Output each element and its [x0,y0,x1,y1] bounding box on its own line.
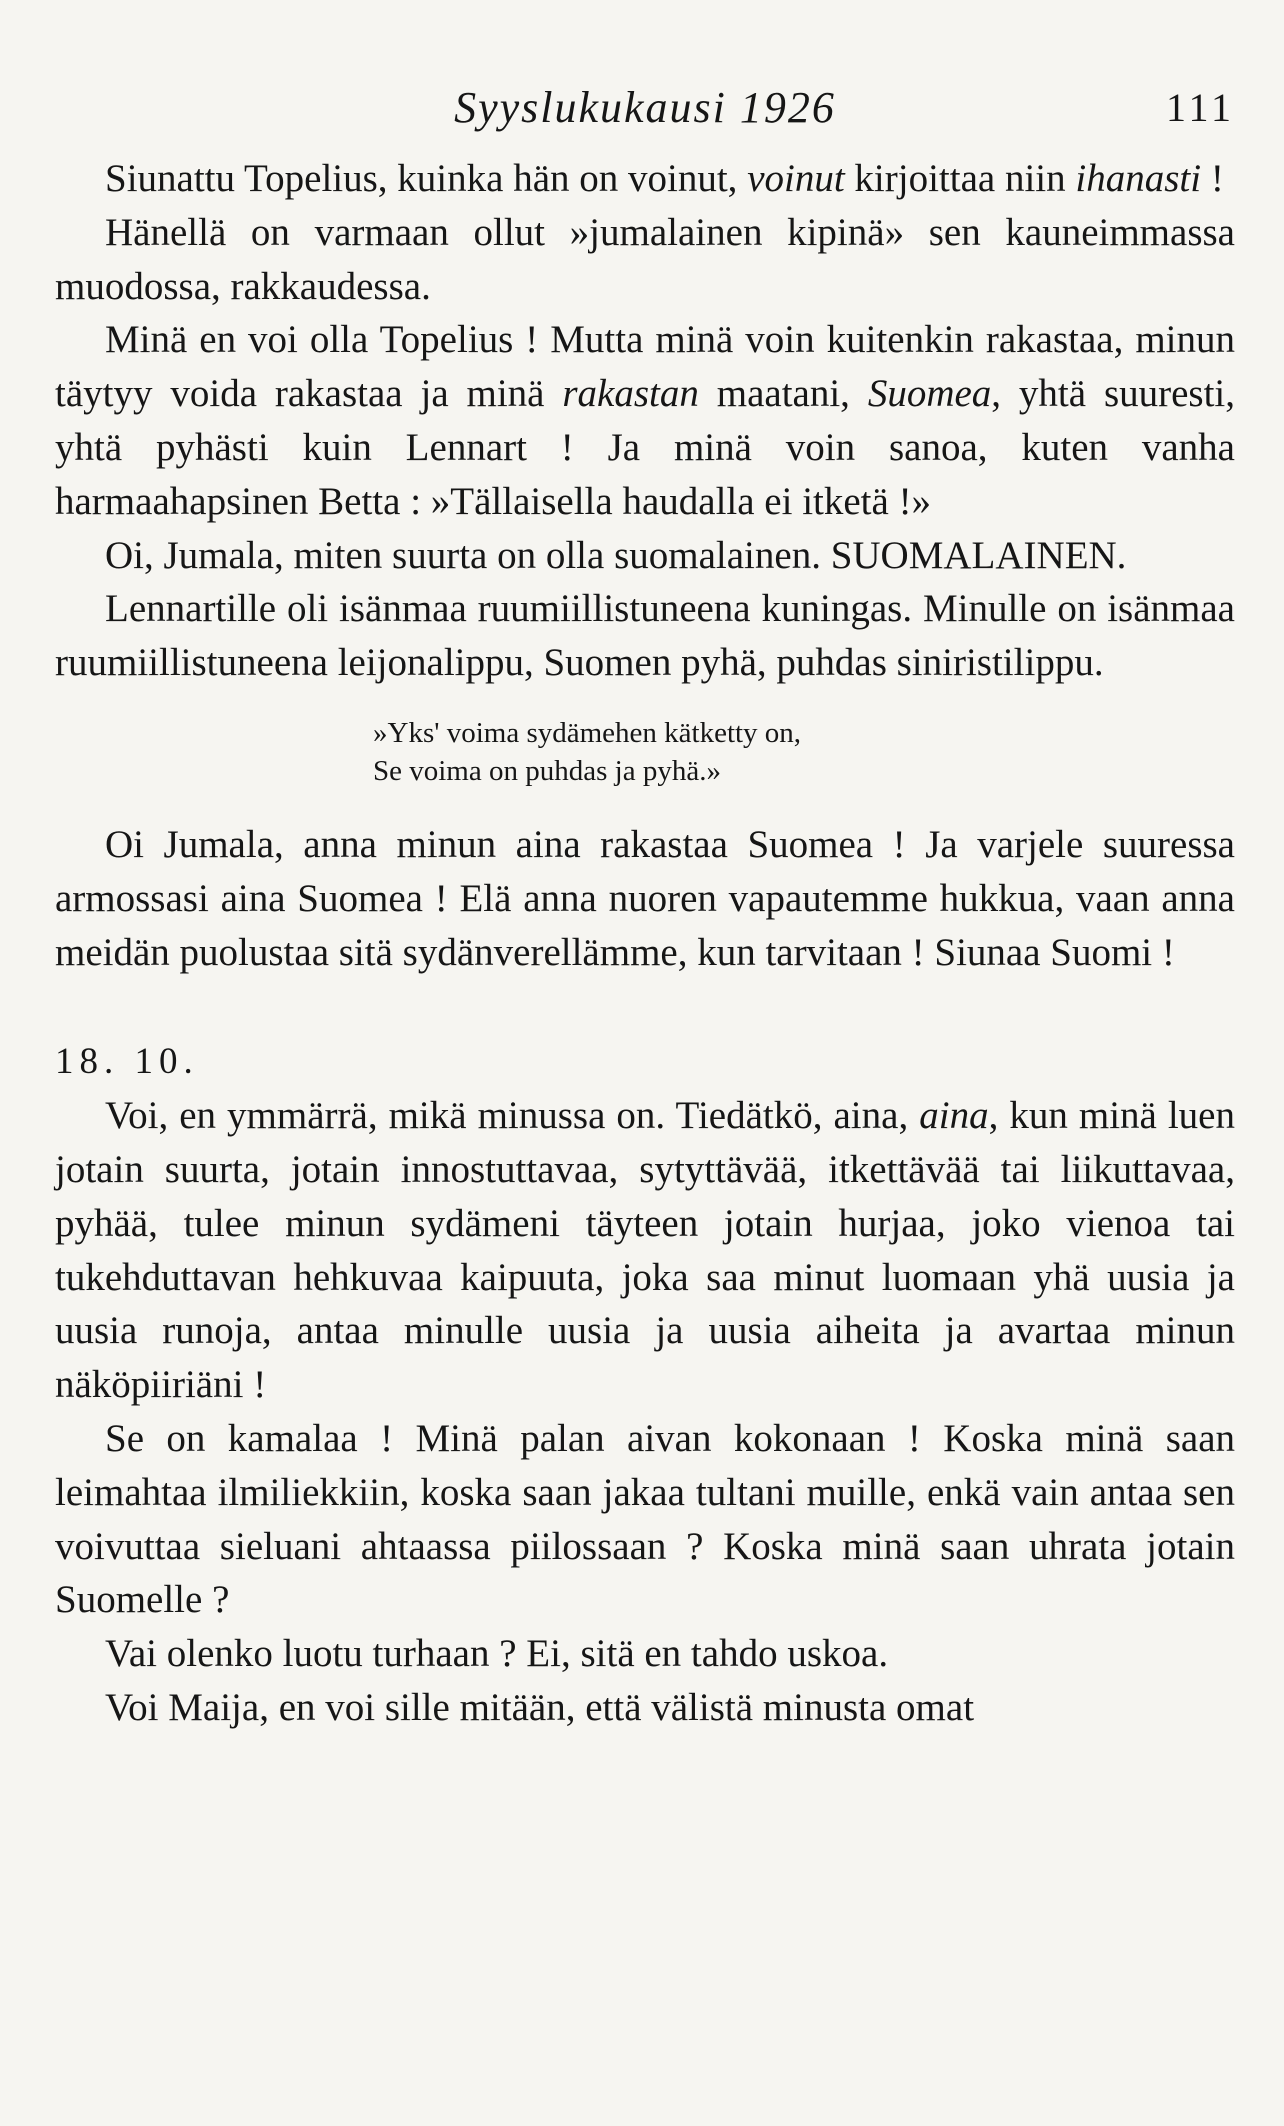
paragraph [55,152,1235,206]
paragraph-group-middle [55,818,1235,979]
paragraph [55,206,1235,314]
paragraph-text: Se on kamalaa ! Minä palan aivan kokonaan ! Koska minä saan leimahtaa ilmiliekkiin, koska saan jakaa tultani muille, enkä vain antaa sen voivuttaa sieluani ahtaassa piilossaan ? Koska minä saan uhrata jotain Suomelle ? [55,1416,1235,1622]
paragraph-text: kirjoittaa niin [844,157,1076,200]
running-title: Syyslukukausi 1926 [454,83,836,132]
paragraph-text: Minä en voi olla Topelius ! Mutta minä voin kuitenkin rakastaa, minun täytyy voida rakastaa ja minä [55,318,1235,416]
paragraph-text: ! [1201,157,1224,200]
paragraph-text: Oi Jumala, anna minun aina rakastaa Suomea ! Ja varjele suuressa armossasi aina Suomea ! Elä anna nuoren vapautemme hukkua, vaan anna meidän puolustaa sitä sydänverellämme, kun tarvitaan ! Siunaa Suomi ! [55,822,1235,974]
paragraph-text: maatani, [698,372,868,416]
paragraph [55,818,1235,979]
paragraph-text: , yhtä suuresti, yhtä pyhästi kuin Lennart ! Ja minä voin sanoa, kuten vanha harmaahapsinen Betta : »Tällaisella haudalla ei itketä !» [55,372,1236,523]
paragraph-text: , kun minä luen jotain suurta, jotain innostuttavaa, sytyttävää, itkettävää tai liikuttavaa, pyhää, tulee minun sydämeni täyteen jotain hurjaa, joko vienoa tai tukehduttavan hehkuvaa kaipuuta, joka saa minut luomaan yhä uusia ja uusia runoja, antaa minulle uusia ja uusia aiheita ja avartaa minun näköpiiriäni ! [55,1094,1235,1407]
paragraph-text: Vai olenko luotu turhaan ? Ei, sitä en tahdo uskoa. [105,1632,889,1676]
poem-line: »Yks' voima sydämehen kätketty on, [373,716,802,749]
poem-line: Se voima on puhdas ja pyhä.» [373,754,721,787]
paragraph [55,313,1235,528]
paragraph [55,1412,1235,1627]
paragraph-text: Hänellä on varmaan ollut »jumalainen kipinä» sen kauneimmassa muodossa, rakkaudessa. [55,210,1235,308]
paragraph [55,1627,1235,1681]
paragraph-group-bottom [55,1089,1235,1735]
paragraph [55,582,1235,690]
paragraph-text: Lennartille oli isänmaa ruumiillistuneena kuningas. Minulle on isänmaa ruumiillistuneena leijonalippu, Suomen pyhä, puhdas siniristilippu. [55,587,1235,685]
page-header [55,82,1235,142]
paragraph-text: Voi, en ymmärrä, mikä minussa on. Tiedätkö, aina, [105,1094,920,1138]
emphasized-word: Suomea [867,372,992,416]
emphasized-word: aina [919,1094,989,1138]
emphasized-word: ihanasti [1075,157,1202,200]
paragraph [55,1089,1235,1412]
paragraph [55,529,1235,583]
paragraph-text: Siunattu Topelius, kuinka hän on voinut, [105,157,748,200]
paragraph-text: Oi, Jumala, miten suurta on olla suomalainen. SUOMALAINEN. [105,533,1127,577]
emphasized-word: rakastan [562,372,699,416]
paragraph [55,1681,1235,1735]
date-entry: 18. 10. [55,1041,199,1083]
paragraph-group-top [55,152,1235,690]
paragraph-text: Voi Maija, en voi sille mitään, että välistä minusta omat [105,1685,975,1729]
poem-quote [373,714,1235,790]
page-number: 111 [1165,85,1235,130]
page-body [55,152,1235,1735]
emphasized-word: voinut [747,157,845,200]
